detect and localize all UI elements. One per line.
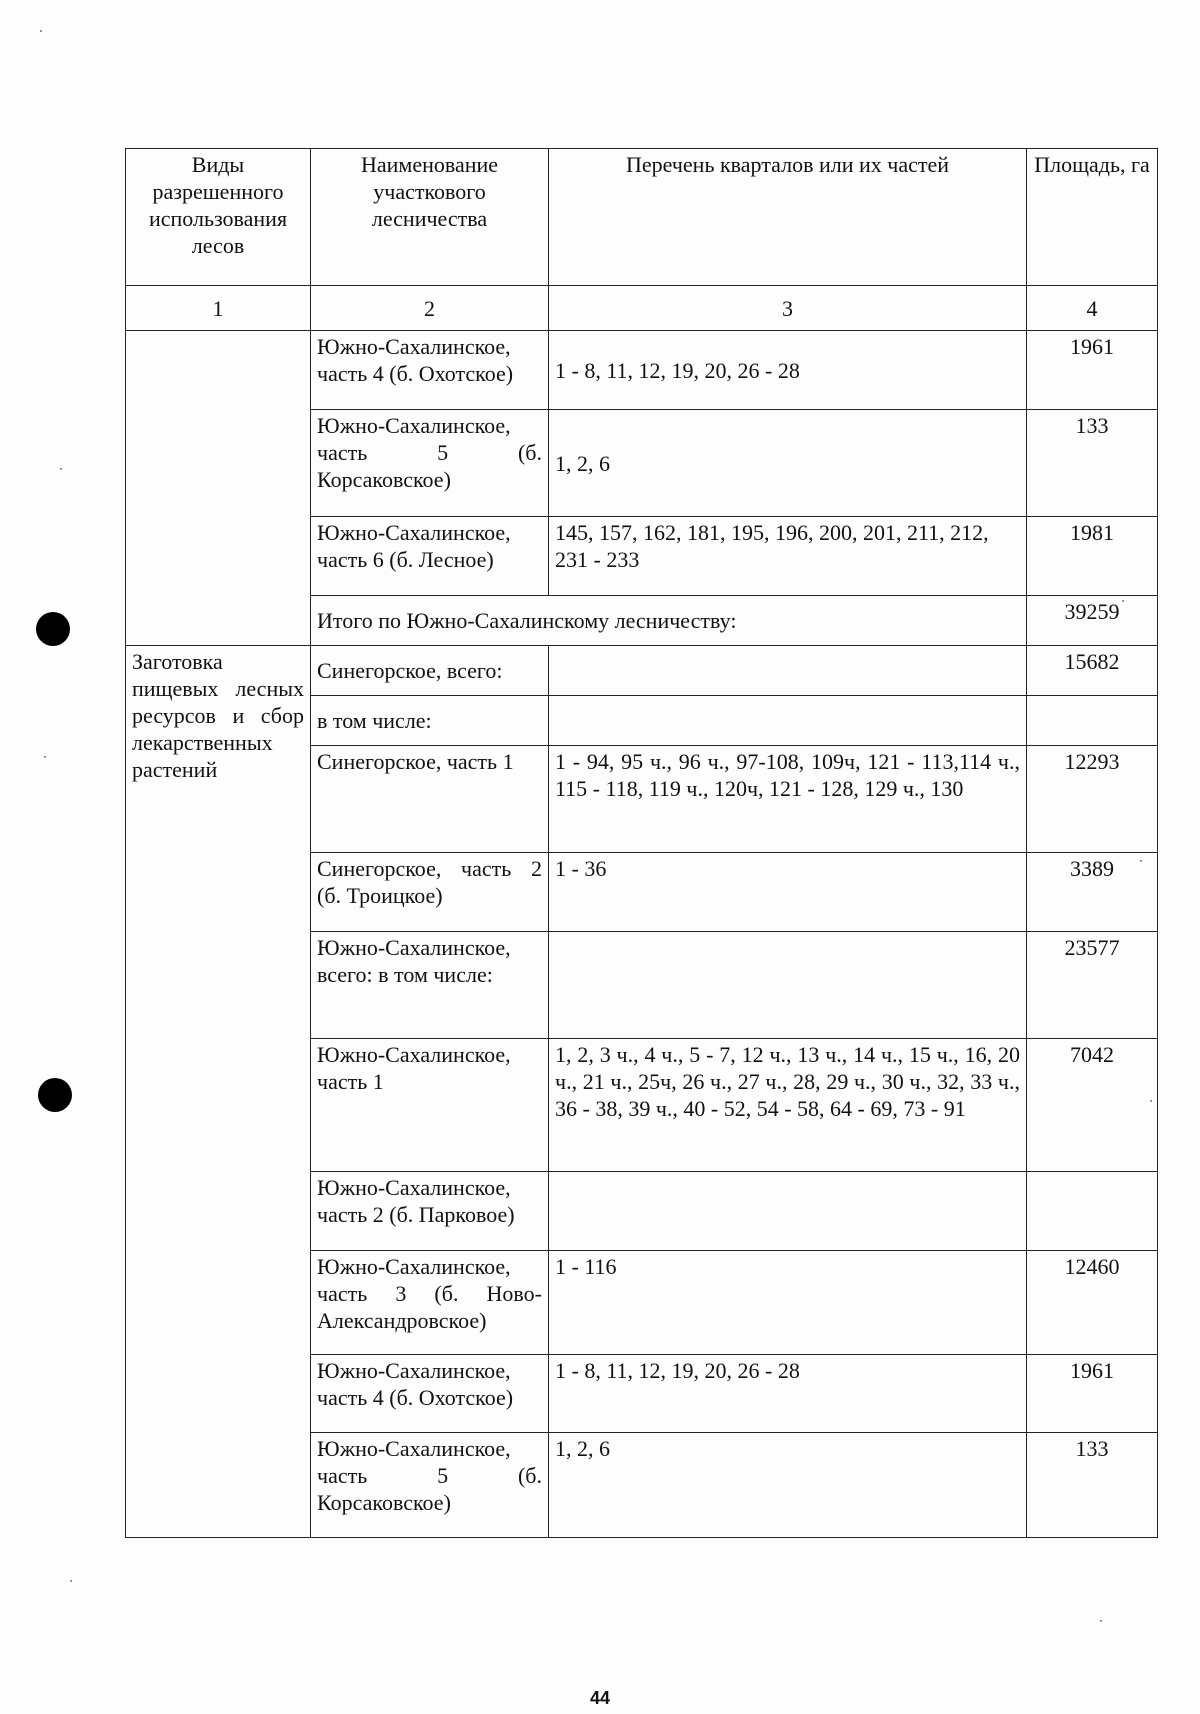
area-value: 133 <box>1027 410 1158 517</box>
forestry-name: Синегорское, часть 2 (б. Троицкое) <box>311 853 549 932</box>
area-value: 3389 <box>1027 853 1158 932</box>
quarters-list: 1 - 116 <box>549 1251 1027 1355</box>
forest-usage-table <box>125 148 1158 1538</box>
area-value: 12460 <box>1027 1251 1158 1355</box>
header-area: Площадь, га <box>1027 149 1158 286</box>
area-value: 23577 <box>1027 932 1158 1039</box>
table-row <box>126 331 1158 410</box>
quarters-list: 1, 2, 6 <box>549 410 1027 517</box>
area-value: 1961 <box>1027 331 1158 410</box>
punch-hole-bottom <box>38 1078 72 1112</box>
quarters-list: 1 - 36 <box>549 853 1027 932</box>
forestry-name: Синегорское, всего: <box>311 646 549 696</box>
forestry-name: Южно-Сахалинское, часть 5 (б. Корсаковское) <box>311 1433 549 1538</box>
punch-hole-top <box>36 612 70 646</box>
quarters-list: 1, 2, 6 <box>549 1433 1027 1538</box>
quarters-list: 145, 157, 162, 181, 195, 196, 200, 201, 211, 212, 231 - 233 <box>549 517 1027 596</box>
forestry-name: Южно-Сахалинское, часть 4 (б. Охотское) <box>311 331 549 410</box>
usage-kind: Заготовка пищевых лесных ресурсов и сбор лекарственных растений <box>126 646 311 1538</box>
quarters-list: 1 - 8, 11, 12, 19, 20, 26 - 28 <box>549 331 1027 410</box>
area-value: 133 <box>1027 1433 1158 1538</box>
forestry-name: в том числе: <box>311 696 549 746</box>
quarters-list <box>549 932 1027 1039</box>
forestry-name: Южно-Сахалинское, часть 1 <box>311 1039 549 1172</box>
area-value <box>1027 696 1158 746</box>
column-numbers-row <box>126 286 1158 331</box>
forestry-name: Южно-Сахалинское, часть 3 (б. Ново-Александровское) <box>311 1251 549 1355</box>
scan-speck <box>60 468 62 470</box>
forestry-name: Южно-Сахалинское, всего: в том числе: <box>311 932 549 1039</box>
quarters-list <box>549 1172 1027 1251</box>
column-number: 2 <box>311 286 549 331</box>
area-value: 15682 <box>1027 646 1158 696</box>
forestry-name: Южно-Сахалинское, часть 6 (б. Лесное) <box>311 517 549 596</box>
column-number: 1 <box>126 286 311 331</box>
usage-kind-cell-empty <box>126 331 311 646</box>
header-row <box>126 149 1158 286</box>
header-quarters-list: Перечень кварталов или их частей <box>549 149 1027 286</box>
forestry-name: Южно-Сахалинское, часть 2 (б. Парковое) <box>311 1172 549 1251</box>
total-label: Итого по Южно-Сахалинскому лесничеству: <box>311 596 1027 646</box>
quarters-list <box>549 696 1027 746</box>
quarters-list: 1, 2, 3 ч., 4 ч., 5 - 7, 12 ч., 13 ч., 14 ч., 15 ч., 16, 20 ч., 21 ч., 25ч, 26 ч., 27 ч., 28, 29 ч., 30 ч., 32, 33 ч., 36 - 38, 39 ч., 40 - 52, 54 - 58, 64 - 69, 73 - 91 <box>549 1039 1027 1172</box>
scan-speck <box>70 1580 72 1582</box>
scan-speck <box>44 756 46 758</box>
scan-speck <box>1100 1620 1102 1622</box>
total-area: 39259 <box>1027 596 1158 646</box>
area-value: 12293 <box>1027 746 1158 853</box>
column-number: 3 <box>549 286 1027 331</box>
column-number: 4 <box>1027 286 1158 331</box>
quarters-list: 1 - 8, 11, 12, 19, 20, 26 - 28 <box>549 1355 1027 1433</box>
area-value <box>1027 1172 1158 1251</box>
area-value: 7042 <box>1027 1039 1158 1172</box>
area-value: 1981 <box>1027 517 1158 596</box>
scan-speck <box>40 30 42 32</box>
header-usage-kind: Виды разрешенного использования лесов <box>126 149 311 286</box>
header-forestry-name: Наименование участкового лесничества <box>311 149 549 286</box>
area-value: 1961 <box>1027 1355 1158 1433</box>
forestry-name: Южно-Сахалинское, часть 5 (б. Корсаковское) <box>311 410 549 517</box>
quarters-list: 1 - 94, 95 ч., 96 ч., 97-108, 109ч, 121 - 113,114 ч., 115 - 118, 119 ч., 120ч, 121 - 128, 129 ч., 130 <box>549 746 1027 853</box>
forestry-name: Синегорское, часть 1 <box>311 746 549 853</box>
page-number: 44 <box>589 1688 611 1708</box>
table-row <box>126 646 1158 696</box>
quarters-list <box>549 646 1027 696</box>
forestry-name: Южно-Сахалинское, часть 4 (б. Охотское) <box>311 1355 549 1433</box>
